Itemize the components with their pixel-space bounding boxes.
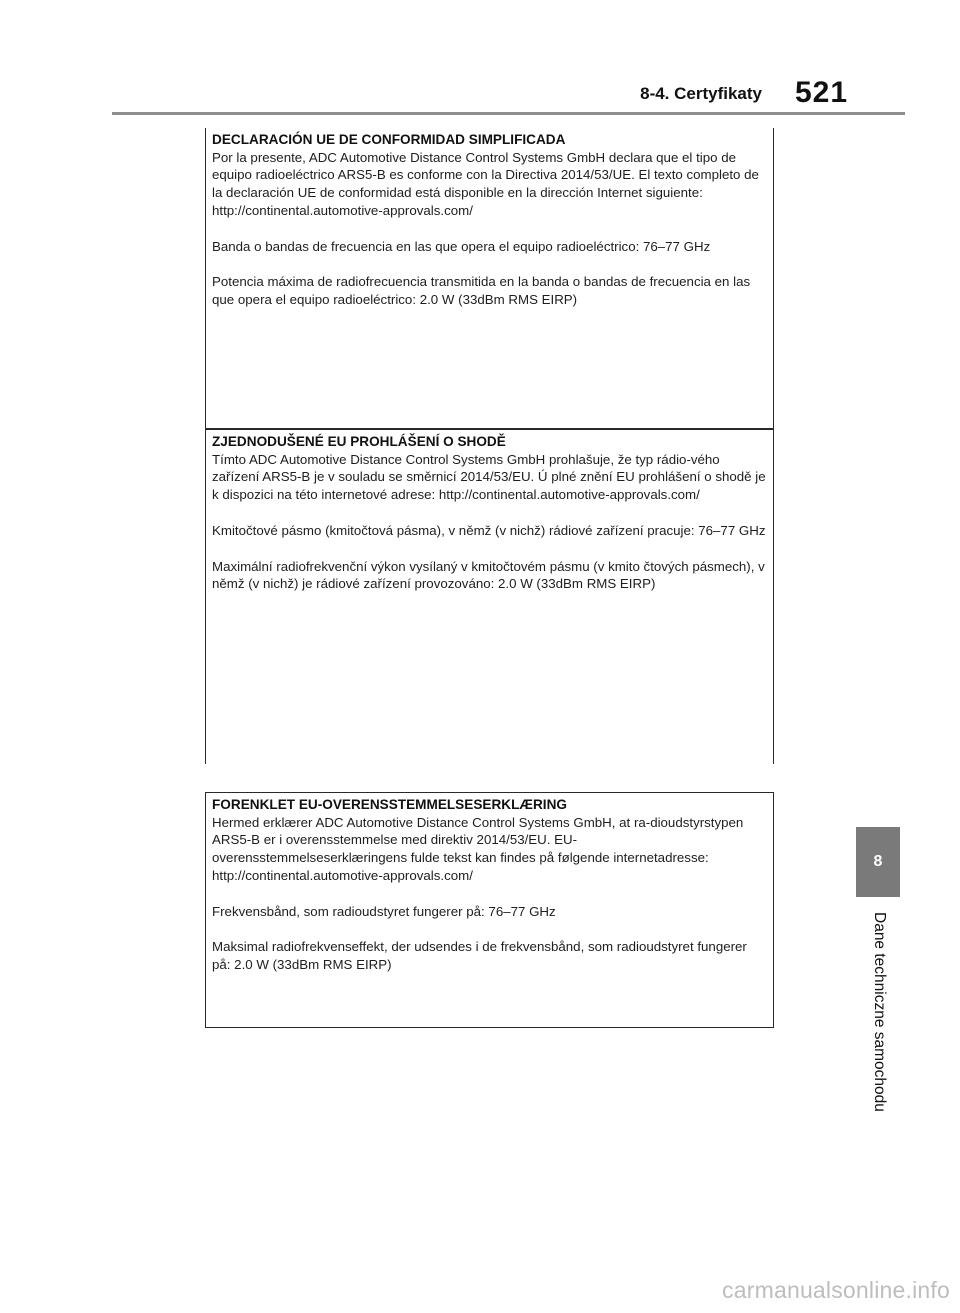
section-heading: DECLARACIÓN UE DE CONFORMIDAD SIMPLIFICADA (212, 132, 566, 147)
declaration-spanish (205, 128, 774, 429)
section-paragraph: Maximální radiofrekvenční výkon vysílaný v kmitočtovém pásmu (v kmito čtových pásmech), v němž (v nichž) je rádiové zařízení provozováno: 2.0 W (33dBm RMS EIRP) (212, 558, 765, 592)
declaration-czech (205, 429, 774, 764)
section-paragraph: Por la presente, ADC Automotive Distance Control Systems GmbH declara que el tipo de equipo radioeléctrico ARS5-B es conforme con la Directiva 2014/53/UE. El texto completo de la declaración UE de conformidad está disponible en la dirección Internet siguiente: http://continental.automotive-approvals.com/ (212, 149, 759, 218)
header-divider (112, 112, 905, 115)
section-heading: ZJEDNODUŠENÉ EU PROHLÁŠENÍ O SHODĚ (212, 434, 506, 449)
section-paragraph: Potencia máxima de radiofrecuencia transmitida en la banda o bandas de frecuencia en las que opera el equipo radioeléctrico: 2.0 W (33dBm RMS EIRP) (212, 274, 751, 307)
chapter-tab: 8 (856, 827, 900, 897)
section-paragraph: Banda o bandas de frecuencia en las que opera el equipo radioeléctrico: 76–77 GHz (212, 238, 711, 254)
section-paragraph: Tímto ADC Automotive Distance Control Systems GmbH prohlašuje, že typ rádio-vého zařízení ARS5-B je v souladu se směrnicí 2014/53/EU. Ú plné znění EU prohlášení o shodě je k dispozici na této internetové adrese: http://continental.automotive-approvals.com/ (212, 451, 766, 503)
declaration-danish (205, 792, 774, 1028)
page-number: 521 (795, 76, 849, 109)
chapter-label: Dane techniczne samochodu (871, 912, 888, 1112)
section-heading: FORENKLET EU-OVERENSSTEMMELSESERKLÆRING (212, 797, 567, 812)
page-header-title: 8-4. Certyfikaty (640, 84, 762, 103)
section-paragraph: Frekvensbånd, som radioudstyret fungerer på: 76–77 GHz (212, 903, 556, 919)
section-paragraph: Hermed erklærer ADC Automotive Distance Control Systems GmbH, at ra-dioudstyrstypen ARS5-B er i overensstemmelse med direktiv 2014/53/EU. EU-overensstemmelseserklæringens fulde tekst kan findes på følgende internetadresse: http://continental.automotive-approvals.com/ (212, 814, 744, 883)
section-paragraph: Maksimal radiofrekvenseffekt, der udsendes i de frekvensbånd, som radioudstyret fungerer på: 2.0 W (33dBm RMS EIRP) (212, 939, 747, 972)
watermark: carmanualsonline.info (722, 1277, 950, 1303)
section-paragraph: Kmitočtové pásmo (kmitočtová pásma), v němž (v nichž) rádiové zařízení pracuje: 76–77 GHz (212, 522, 766, 538)
